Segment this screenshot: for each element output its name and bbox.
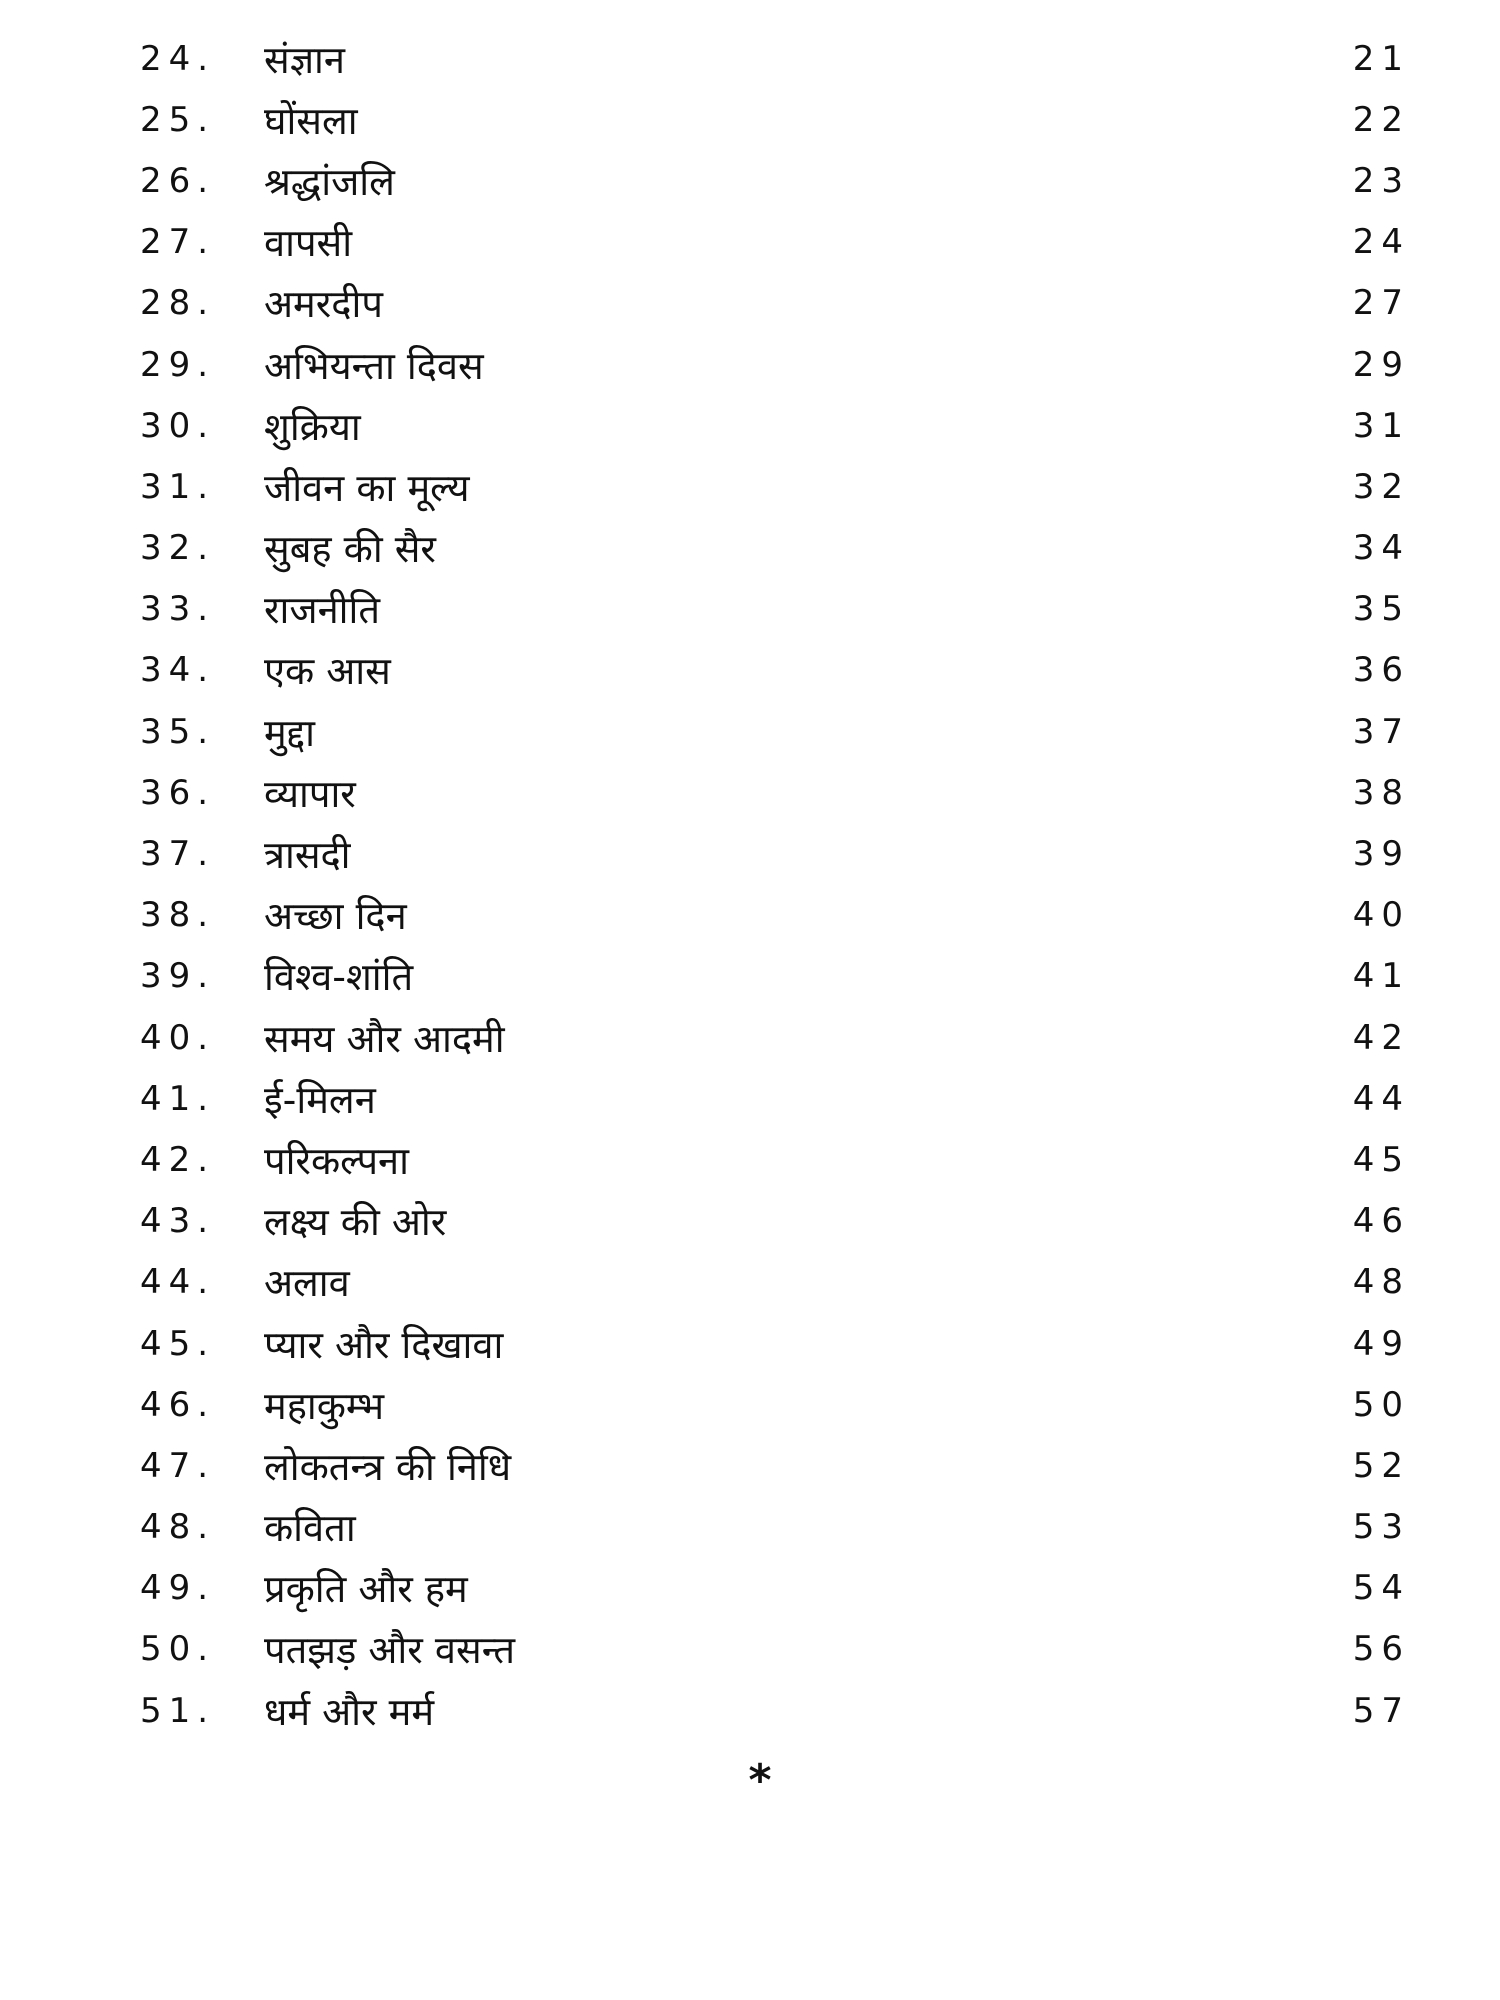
toc-entry xyxy=(140,1374,1410,1435)
toc-entry xyxy=(140,823,1410,884)
toc-entry xyxy=(140,1007,1410,1068)
toc-entry xyxy=(140,1558,1410,1619)
entry-title: राजनीति xyxy=(264,588,381,633)
toc-entry xyxy=(140,150,1410,211)
entry-number: 29. xyxy=(140,344,216,385)
toc-entry xyxy=(140,1252,1410,1313)
entry-number: 40. xyxy=(140,1017,216,1058)
entry-page-number: 57 xyxy=(1352,1690,1410,1731)
entry-page-number: 21 xyxy=(1352,38,1410,79)
entry-page-number: 46 xyxy=(1352,1201,1410,1242)
entry-page-number: 54 xyxy=(1352,1568,1410,1609)
entry-title: अलाव xyxy=(264,1261,350,1306)
entry-number: 39. xyxy=(140,956,216,997)
entry-number: 24. xyxy=(140,38,216,79)
entry-number: 38. xyxy=(140,895,216,936)
toc-entry xyxy=(140,1129,1410,1190)
entry-page-number: 52 xyxy=(1352,1445,1410,1486)
toc-entry xyxy=(140,1619,1410,1680)
entry-page-number: 35 xyxy=(1352,589,1410,630)
entry-page-number: 37 xyxy=(1352,711,1410,752)
entry-page-number: 27 xyxy=(1352,283,1410,324)
entry-page-number: 38 xyxy=(1352,772,1410,813)
entry-number: 42. xyxy=(140,1139,216,1180)
entry-number: 37. xyxy=(140,834,216,875)
entry-number: 48. xyxy=(140,1507,216,1548)
entry-number: 26. xyxy=(140,160,216,201)
entry-page-number: 44 xyxy=(1352,1078,1410,1119)
entry-title: एक आस xyxy=(264,649,391,694)
toc-entry xyxy=(140,640,1410,701)
entry-page-number: 32 xyxy=(1352,466,1410,507)
entry-page-number: 56 xyxy=(1352,1629,1410,1670)
toc-entry xyxy=(140,395,1410,456)
entry-number: 47. xyxy=(140,1445,216,1486)
entry-title: प्यार और दिखावा xyxy=(264,1322,504,1367)
entry-page-number: 24 xyxy=(1352,222,1410,263)
toc-entry xyxy=(140,1680,1410,1741)
entry-title: अमरदीप xyxy=(264,282,383,327)
entry-title: कविता xyxy=(264,1506,356,1551)
entry-title: पतझड़ और वसन्त xyxy=(264,1628,516,1673)
entry-number: 32. xyxy=(140,528,216,569)
toc-entry xyxy=(140,885,1410,946)
entry-page-number: 29 xyxy=(1352,344,1410,385)
entry-number: 44. xyxy=(140,1262,216,1303)
entry-title: धर्म और मर्म xyxy=(264,1689,435,1734)
entry-page-number: 40 xyxy=(1352,895,1410,936)
entry-title: शुक्रिया xyxy=(264,404,361,449)
toc-entry xyxy=(140,28,1410,89)
entry-number: 51. xyxy=(140,1690,216,1731)
entry-page-number: 48 xyxy=(1352,1262,1410,1303)
entry-page-number: 31 xyxy=(1352,405,1410,446)
entry-title: संज्ञान xyxy=(264,37,345,82)
entry-title: अच्छा दिन xyxy=(264,894,407,939)
entry-number: 28. xyxy=(140,283,216,324)
entry-title: लोकतन्त्र की निधि xyxy=(264,1444,512,1489)
entry-title: विश्व-शांति xyxy=(264,955,414,1000)
entry-title: श्रद्धांजलि xyxy=(264,159,395,204)
entry-page-number: 39 xyxy=(1352,834,1410,875)
toc-entry xyxy=(140,273,1410,334)
entry-number: 49. xyxy=(140,1568,216,1609)
entry-title: समय और आदमी xyxy=(264,1016,505,1061)
entry-title: लक्ष्य की ओर xyxy=(264,1200,447,1245)
toc-entry xyxy=(140,579,1410,640)
toc-entry xyxy=(140,1313,1410,1374)
toc-entry xyxy=(140,456,1410,517)
entry-page-number: 53 xyxy=(1352,1507,1410,1548)
entry-number: 43. xyxy=(140,1201,216,1242)
entry-number: 41. xyxy=(140,1078,216,1119)
entry-number: 30. xyxy=(140,405,216,446)
end-asterisk: * xyxy=(748,1755,772,1806)
entry-page-number: 34 xyxy=(1352,528,1410,569)
toc-entry xyxy=(140,1497,1410,1558)
entry-title: सुबह की सैर xyxy=(264,527,436,572)
entry-number: 33. xyxy=(140,589,216,630)
entry-page-number: 49 xyxy=(1352,1323,1410,1364)
entry-number: 34. xyxy=(140,650,216,691)
entry-number: 50. xyxy=(140,1629,216,1670)
entry-page-number: 50 xyxy=(1352,1384,1410,1425)
toc-entry xyxy=(140,89,1410,150)
entry-title: महाकुम्भ xyxy=(264,1383,385,1428)
toc-entry xyxy=(140,1435,1410,1496)
entry-title: परिकल्पना xyxy=(264,1138,409,1183)
toc-entry xyxy=(140,518,1410,579)
entry-title: वापसी xyxy=(264,221,353,266)
toc-entry xyxy=(140,212,1410,273)
entry-number: 31. xyxy=(140,466,216,507)
entry-title: मुद्दा xyxy=(264,710,315,755)
toc-entry xyxy=(140,762,1410,823)
entry-number: 36. xyxy=(140,772,216,813)
entry-page-number: 45 xyxy=(1352,1139,1410,1180)
entry-number: 25. xyxy=(140,99,216,140)
entry-page-number: 23 xyxy=(1352,160,1410,201)
entry-page-number: 41 xyxy=(1352,956,1410,997)
table-of-contents xyxy=(140,28,1410,1741)
toc-entry xyxy=(140,334,1410,395)
entry-number: 35. xyxy=(140,711,216,752)
entry-number: 27. xyxy=(140,222,216,263)
entry-title: प्रकृति और हम xyxy=(264,1567,468,1612)
entry-title: अभियन्ता दिवस xyxy=(264,343,484,388)
toc-entry xyxy=(140,701,1410,762)
entry-number: 45. xyxy=(140,1323,216,1364)
entry-page-number: 22 xyxy=(1352,99,1410,140)
entry-page-number: 42 xyxy=(1352,1017,1410,1058)
entry-number: 46. xyxy=(140,1384,216,1425)
entry-page-number: 36 xyxy=(1352,650,1410,691)
toc-entry xyxy=(140,1068,1410,1129)
entry-title: त्रासदी xyxy=(264,833,351,878)
entry-title: ई-मिलन xyxy=(264,1077,376,1122)
entry-title: घोंसला xyxy=(264,98,358,143)
entry-title: जीवन का मूल्य xyxy=(264,465,470,510)
toc-entry xyxy=(140,1191,1410,1252)
entry-title: व्यापार xyxy=(264,771,356,816)
toc-entry xyxy=(140,946,1410,1007)
